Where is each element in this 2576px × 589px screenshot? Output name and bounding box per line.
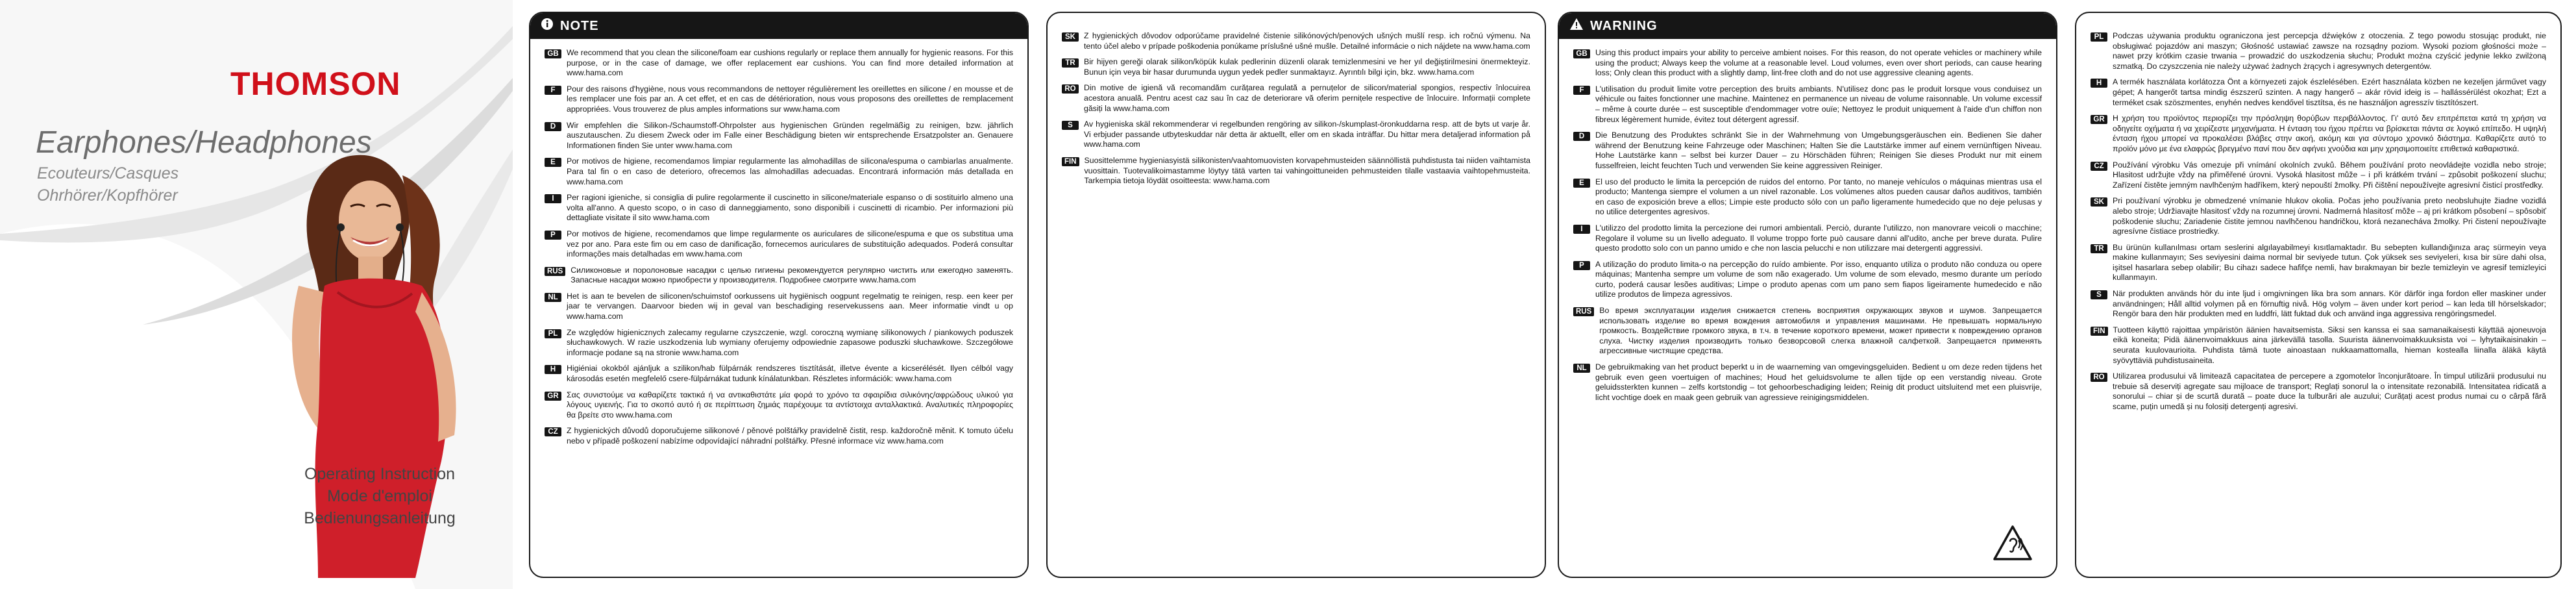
language-text: Pour des raisons d'hygiène, nous vous recommandons de nettoyer régulièrement les oreillettes en silicone / en mousse et de les remplacer une fois par an. A cet effet, et en cas de détérioration, nous vous proposons des oreillettes de remplacement appropriées. Vous trouverez de plus amples informations sur www.hama.com (567, 84, 1013, 114)
note-continued-page (1046, 12, 1546, 578)
warning-triangle-icon (1569, 18, 1584, 34)
language-entry-s (2091, 289, 2546, 320)
language-text: Tuotteen käyttö rajoittaa ympäristön äänien havaitsemista. Siksi sen kanssa ei saa samanaikaisesti käyttää ajoneuvoja eikä koneita; Pidä äänenvoimakkuus aina järkevällä tasolla. Suurista äänenvoimakkuuksista voi – lyhytaikaisinakin – seurata kuulovaurioita. Puhdista tämä tuote ainoastaan nukkaamattomalla, hieman kostealla liinalla äläkä käytä syövyttäviä puhdistusaineita. (2113, 325, 2546, 365)
language-code-badge: NL (1573, 364, 1590, 373)
language-text: Podczas używania produktu ograniczona jest percepcja dźwięków z otoczenia. Z tego powodu stosując produkt, nie obsługiwać pojazdów ani maszyn; Głośność ustawiać zawsze na rozsądny poziom. Wysoki poziom głośności może – nawet przy krótkim czasie trwania – prowadzić do uszkodzenia słuchu; Produkt można czyścić jedynie lekko zwilżoną szmatką. Do czyszczenia nie należy używać żadnych żrących i agresywnych detergentów. (2113, 31, 2546, 71)
language-entry-nl (1573, 362, 2042, 403)
language-entry-h (545, 364, 1013, 384)
language-text: Using this product impairs your ability to perceive ambient noises. For this reason, do not operate vehicles or machinery while using the product; Always keep the volume at a reasonable level. Loud volumes, even over short periods, can cause hearing loss; Only clean this product with a slightly damp, lint-free cloth and do not use aggressive cleaning agents. (1595, 48, 2042, 78)
language-text: Z hygienických důvodů doporučujeme silikonové / pěnové polštářky pravidelně čistit, resp. každoročně měnit. K tomuto účelu nebo v případě poškození nabízíme odpovídající náhradní polštářky. Přesné informace viz www.hama.com (567, 426, 1013, 445)
language-entry-d (1573, 131, 2042, 171)
language-entry-ro (1062, 83, 1530, 114)
language-entry-cz (545, 426, 1013, 446)
language-entry-sk (1062, 31, 1530, 51)
language-text: Bir hijyen gereği olarak silikon/köpük kulak pedlerinin düzenli olarak temizlenmesini ve her yıl değiştirilmesini önermekteyiz. Bunun için veya bir hasar durumunda uygun yedek pedler sunmaktayız. Ayrıntılı bilgi için, bkz. www.hama.com (1084, 57, 1530, 77)
language-text: När produkten används hör du inte ljud i omgivningen lika bra som annars. Kör därför inga fordon eller maskiner under användningen; Håll alltid volymen på en förnuftig nivå. Hög volym – även under kort period – kan leda till hörselskador; Rengör bara den här produkten med en luddfri, lätt fuktad duk och använd inga aggressiva rengöringsmedel. (2113, 289, 2546, 319)
language-code-badge: I (545, 194, 561, 203)
language-code-badge: RUS (1573, 307, 1594, 316)
language-text: El uso del producto le limita la percepción de ruidos del entorno. Por tanto, no maneje vehículos o máquinas mientras usa el producto; Mantenga siempre el volumen a un nivel razonable. Los volúmenes altos pueden causar daños auditivos, también en caso de exposición breve a ellos; Limpie este producto sólo con un paño ligeramente humedecido que no deje pelusas y no utilice detergentes agresivos. (1595, 177, 2042, 217)
language-text: Suosittelemme hygieniasyistä silikonisten/vaahtomuovisten korvapehmusteiden säännöllistä puhdistusta tai niiden vaihtamista vuosittain. Tuotevalikoimastamme löytyy tätä varten tai vahingoittuneiden pehmusteiden tilalle vastaavia vaihtopehmusteita. Tarkempia tietoja löydät osoitteesta: www.hama.com (1084, 155, 1530, 186)
cover-panel (0, 0, 513, 589)
language-entry-f (1573, 84, 2042, 125)
language-code-badge: E (545, 158, 561, 167)
language-entry-p (545, 229, 1013, 260)
warning-header-label: WARNING (1590, 18, 1658, 33)
language-text: Por motivos de higiene, recomendamos que limpe regularmente os auriculares de silicone/espuma e que os substitua uma vez por ano. Para este fim ou em caso de danificação, fornecemos auriculares de substituição adequados. Poderá consultar informações mais detalhadas em www.hama.com (567, 229, 1013, 259)
language-code-badge: RO (2091, 373, 2107, 382)
language-text: Het is aan te bevelen de siliconen/schuimstof oorkussens uit hygiënisch oogpunt regelmatig te reinigen, resp. een keer per jaar te vervangen. Daarvoor bieden wij in geval van beschadiging reservekussens aan. Meer informatie vindt u op www.hama.com (567, 291, 1013, 321)
operating-line-fr: Mode d'emploi (327, 487, 432, 505)
language-entry-tr (1062, 57, 1530, 77)
info-icon (541, 18, 554, 34)
language-code-badge: CZ (2091, 162, 2107, 171)
note-header (530, 13, 1027, 39)
brand-logo: THOMSON (230, 66, 401, 102)
language-entry-gb (1573, 48, 2042, 79)
language-text: Bu ürünün kullanılması ortam seslerini algılayabilmeyi kısıtlamaktadır. Bu sebepten kullandığınıza araç sürmeyin veya makine kullanmayın; Ses seviyesini daima normal bir seviyede tutun. Çok yüksek ses seviyeleri, kısa bir süre dahi olsa, işitsel hasarlara sebep olabilir; Bu cihazı sadece hafifçe nemli, hav bırakmayan bir bezle temizleyin ve agresif temizleyici kullanmayın. (2113, 242, 2546, 282)
language-text: Η χρήση του προϊόντος περιορίζει την πρόσληψη θορύβων περιβάλλοντος. Γι' αυτό δεν επιτρέπεται κατά τη χρήση να οδηγείτε οχήματα ή να χειρίζεστε μηχανήματα. Η ένταση του ήχου πρέπει να βρίσκεται πάντα σε λογικό επίπεδο. Η υψηλή ένταση ήχου μπορεί να προκαλέσει βλάβες στην ακοή, ακόμη και για σύντομο χρονικό διάστημα. Καθαρίζετε αυτό το προϊόν μόνο με ένα ελαφρώς βρεγμένο πανί που δεν αφήνει χνούδια και μην χρησιμοποιείτε επιθετικά καθαριστικά. (2113, 114, 2546, 153)
language-text: Din motive de igienă vă recomandăm curățarea regulată a pernuțelor de silicon/material spongios, respectiv înlocuirea acestora anuală. Pentru acest caz sau în caz de deteriorare vă oferim pernițele respective de înlocuire. Informații complete găsiți la www.hama.com (1084, 83, 1530, 113)
warning-continued-page (2075, 12, 2562, 578)
language-text: Ze względów higienicznych zalecamy regularne czyszczenie, wzgl. coroczną wymianę silikonowych / piankowych poduszek słuchawkowych. W razie uszkodzenia lub wymiany oferujemy odpowiednie zapasowe poduszki słuchawkowe. Szczegółowe informacje podane są na stronie www.hama.com (567, 327, 1013, 357)
language-code-badge: RUS (545, 267, 565, 276)
product-subtitle-fr: Ecouteurs/Casques (37, 164, 179, 182)
warning-continued-entries (2076, 13, 2560, 425)
language-entry-rus (545, 266, 1013, 286)
language-code-badge: RO (1062, 84, 1079, 94)
language-text: Σας συνιστούμε να καθαρίζετε τακτικά ή να αντικαθιστάτε μία φορά το χρόνο τα σφαιρίδια σιλικόνης/αφρώδους υλικού για λόγους υγιεινής. Για το σκοπό αυτό ή σε περίπτωση ζημιάς παρέχουμε τα αντίστοιχα ανταλλακτικά. Αναλυτικές πληροφορίες θα βρείτε στο www.hama.com (567, 390, 1013, 420)
language-entry-e (545, 157, 1013, 187)
language-code-badge: PL (545, 329, 561, 338)
language-text: Higiéniai okokból ajánljuk a szilikon/hab fülpárnák rendszeres tisztítását, illetve évente a kicserélését. Ilyen célból vagy károsodás esetén megfelelő csere-fülpárnákat tudunk kínálatunkban. Részletes információk: www.hama.com (567, 364, 1013, 384)
language-code-badge: S (1062, 121, 1079, 130)
language-text: L'utilizzo del prodotto limita la percezione dei rumori ambientali. Perciò, durante l'utilizzo, non manovrare veicoli o macchine; Regolare il volume su un livello adeguato. Il volume troppo forte può causare danni all'udito, anche per breve durata. Pulire questo prodotto solo con un panno umido e che non lascia pelucchi e non utilizzare mai detergenti aggressivi. (1595, 223, 2042, 253)
language-code-badge: F (545, 86, 561, 95)
language-entry-gb (545, 48, 1013, 79)
language-text: Die Benutzung des Produktes schränkt Sie in der Wahrnehmung von Umgebungsgeräuschen ein. Bedienen Sie daher während der Benutzung keine Fahrzeuge oder Maschinen; Halten Sie die Lautstärke immer auf einem vernünftigen Niveau. Hohe Lautstärke kann – selbst bei kurzer Dauer – zu Hörschäden führen; Reinigen Sie dieses Produkt nur mit einem fusselfreien, leicht feuchten Tuch und verwenden Sie keine aggressiven Reiniger. (1595, 131, 2042, 170)
language-code-badge: GB (545, 49, 561, 58)
language-entry-i (545, 193, 1013, 223)
operating-instruction-block (273, 463, 487, 529)
note-page (529, 12, 1029, 578)
operating-line-en: Operating Instruction (304, 465, 456, 483)
language-code-badge: P (545, 231, 561, 240)
language-text: A termék használata korlátozza Önt a környezeti zajok észlelésében. Ezért használata közben ne kezeljen járművet vagy gépet; A hangerőt tartsa mindig észszerű szinten. A nagy hangerő – akár rövid ideig is – hallássérülést okozhat; Ezt a terméket csak szöszmentes, enyhén nedves kendővel tisztítsa, és ne használjon agresszív tisztítószert. (2113, 77, 2546, 107)
language-entry-nl (545, 292, 1013, 322)
language-entry-sk (2091, 196, 2546, 236)
language-code-badge: E (1573, 179, 1590, 188)
language-code-badge: GB (1573, 49, 1590, 58)
language-code-badge: TR (1062, 58, 1079, 68)
note-entries (530, 39, 1027, 459)
language-text: Av hygieniska skäl rekommenderar vi regelbunden rengöring av silikon-/skumplast-öronkuddarna resp. att de byts ut varje år. Vi erbjuder passande utbyteskuddar när detta är aktuellt, eller om en skada inträffar. Du hittar mera detaljerad information på www.hama.com (1084, 119, 1530, 149)
language-entry-d (545, 121, 1013, 151)
language-code-badge: H (545, 365, 561, 374)
language-entry-h (2091, 77, 2546, 108)
language-entry-gr (545, 390, 1013, 421)
language-text: Z hygienických dôvodov odporúčame pravidelné čistenie silikónových/penových ušných mušlí resp. ich ročnú výmenu. Na tento účel alebo v prípade poškodenia ponúkame príslušné ušné mušle. Detailné informácie o nich nájdete na www.hama.com (1084, 31, 1530, 51)
language-text: Силиконовые и поролоновые насадки с целью гигиены рекомендуется регулярно чистить или ежегодно заменять. Запасные насадки можно приобрести у производителя. Подробнее смотрите www.hama.com (570, 265, 1013, 285)
language-text: A utilização do produto limita-o na percepção do ruído ambiente. Por isso, enquanto utiliza o produto não conduza ou opere máquinas; Mantenha sempre um volume de som não exagerado. Um volume de som elevado, mesmo durante um período curto, poderá causar lesões auditivas; Limpe o produto apenas com um pano sem fiapos ligeiramente humedecido e não utilize produtos de limpeza agressivos. (1595, 259, 2042, 299)
note-header-label: NOTE (560, 18, 599, 33)
language-code-badge: NL (545, 293, 561, 302)
language-entry-pl (2091, 31, 2546, 71)
warning-header (1559, 13, 2056, 39)
language-code-badge: GR (545, 392, 561, 401)
language-entry-f (545, 84, 1013, 115)
language-code-badge: TR (2091, 244, 2107, 253)
language-code-badge: P (1573, 261, 1590, 270)
language-entry-ro (2091, 371, 2546, 412)
language-code-badge: H (2091, 79, 2107, 88)
language-entry-s (1062, 119, 1530, 150)
language-code-badge: PL (2091, 32, 2107, 42)
language-code-badge: F (1573, 86, 1590, 95)
language-code-badge: FIN (1062, 157, 1079, 166)
language-entry-pl (545, 328, 1013, 358)
warning-page (1558, 12, 2057, 578)
language-entry-e (1573, 177, 2042, 218)
language-code-badge: SK (2091, 197, 2107, 207)
language-entry-i (1573, 223, 2042, 254)
hearing-hazard-icon (1993, 525, 2033, 561)
language-entry-tr (2091, 243, 2546, 283)
language-code-badge: SK (1062, 32, 1079, 42)
language-text: De gebruikmaking van het product beperkt u in de waarneming van omgevingsgeluiden. Bedient u om deze reden tijdens het gebruik even geen voertuigen of machines; Houd het geluidsvolume te allen tijde op een verstandig niveau. Grote geluidssterkten kunnen – zelfs kortstondig – tot gehoorbeschadiging leiden; Reinig dit product uitsluitend met een pluisvrije, licht vochtige doek en maak geen gebruik van agressieve reinigingsmiddelen. (1595, 362, 2042, 402)
operating-line-de: Bedienungsanleitung (304, 509, 456, 527)
product-title: Earphones/Headphones (36, 125, 372, 160)
note-continued-entries (1048, 13, 1545, 199)
language-text: Pri používaní výrobku je obmedzené vnímanie hlukov okolia. Počas jeho používania preto neobsluhujte žiadne vozidlá alebo stroje; Udržiavajte hlasitosť vždy na rozumnej úrovni. Nadmerná hlasitosť môže – aj pri krátkom pôsobení – spôsobiť poškodenie sluchu; Zariadenie čistite jemnou navlhčenou handričkou, ktorá nezanecháva žmolky. Pri čistení nepoužívajte agresívne čistiace prostriedky. (2113, 196, 2546, 236)
language-entry-fin (1062, 156, 1530, 186)
language-text: Por motivos de higiene, recomendamos limpiar regularmente las almohadillas de silicona/espuma o cambiarlas anualmente. Para tal fin o en caso de deterioro, ofrecemos las almohadillas adecuadas. Encontrará información más detallada en www.hama.com (567, 157, 1013, 186)
language-text: We recommend that you clean the silicone/foam ear cushions regularly or replace them annually for hygienic reasons. For this purpose, or in the case of damage, we offer replacement ear cushions. You can find more detailed information at www.hama.com (567, 48, 1013, 78)
language-code-badge: CZ (545, 427, 561, 436)
language-code-badge: S (2091, 290, 2107, 299)
language-code-badge: FIN (2091, 327, 2108, 336)
language-text: Wir empfehlen die Silikon-/Schaumstoff-Ohrpolster aus hygienischen Gründen regelmäßig zu reinigen, bzw. jährlich auszutauschen. Zu diesem Zweck oder im Falle einer Beschädigung bieten wir entsprechende Ersatzpolster an. Genauere Informationen finden Sie unter www.hama.com (567, 120, 1013, 150)
language-code-badge: I (1573, 225, 1590, 234)
language-entry-rus (1573, 306, 2042, 357)
language-code-badge: D (1573, 132, 1590, 141)
language-code-badge: GR (2091, 115, 2107, 124)
warning-entries (1559, 39, 2056, 415)
language-entry-fin (2091, 325, 2546, 366)
language-code-badge: D (545, 122, 561, 131)
product-subtitle-de: Ohrhörer/Kopfhörer (37, 186, 178, 205)
language-text: Per ragioni igieniche, si consiglia di pulire regolarmente il cuscinetto in silicone/materiale espanso o di sostituirlo almeno una volta all'anno. A questo scopo, o in caso di danneggiamento, sono disponibili i cuscinetti di ricambio. Per informazioni più dettagliate visitate il sito www.hama.com (567, 193, 1013, 223)
language-text: Во время эксплуатации изделия снижается степень восприятия окружающих звуков и шумов. Запрещается использовать изделие во время вождения автомобиля и управления машинами. Не превышать нормальную громкость. Воздействие громкого звука, в т.ч. в течение короткого времени, может привести к повреждению органов слуха. Чистку изделия производить только безворсовой слегка влажной салфеткой. Запрещается применять агрессивные чистящие средства. (1599, 306, 2042, 356)
language-entry-p (1573, 260, 2042, 300)
language-text: Používání výrobku Vás omezuje při vnímání okolních zvuků. Během používání proto neovládejte vozidla nebo stroje; Hlasitost udržujte vždy na přiměřené úrovni. Vysoká hlasitost může – i při krátkém trvání – způsobit poškození sluchu; Zařízení čistěte jemným navlhčeným hadříkem, který nepouští žmolky. Při čištění nepoužívejte agresivní čisticí prostředky. (2113, 160, 2546, 190)
language-text: L'utilisation du produit limite votre perception des bruits ambiants. N'utilisez donc pas le produit lorsque vous conduisez un véhicule ou faites fonctionner une machine. Maintenez en permanence un niveau de volume raisonnable. Un volume excessif – même à courte durée – est susceptible d'endommager votre ouïe; Nettoyez le produit uniquement à l'aide d'un chiffon non fibreux légèrement humide, évitez tout détergent agressif. (1595, 84, 2042, 124)
language-text: Utilizarea produsului vă limitează capacitatea de percepere a zgomotelor înconjurătoare. În timpul utilizării produsului nu trebuie să deserviți agregate sau mijloace de transport; Reglați sonorul la o intensitate rezonabilă. Intensitatea ridicată a sonorului – chiar și de scurtă durată – poate duce la tulburări ale auzului; Curățați acest produs numai cu o cârpă fără scame, puțin umedă și nu folosiți detergenți agresivi. (2113, 371, 2546, 411)
language-entry-cz (2091, 160, 2546, 191)
language-entry-gr (2091, 114, 2546, 154)
